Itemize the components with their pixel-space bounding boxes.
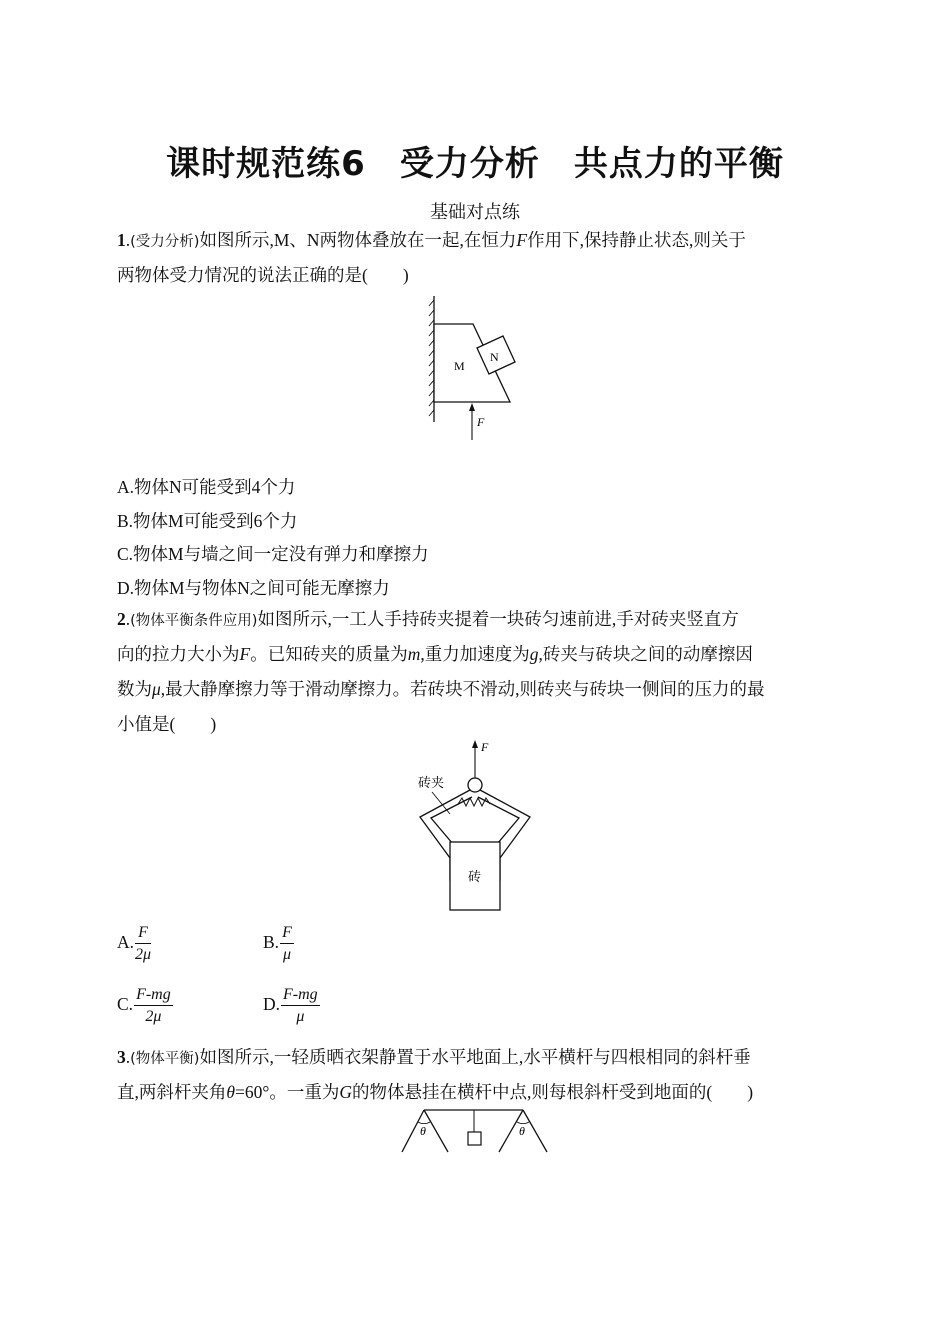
page-title <box>0 136 950 185</box>
q1-text: 如图所示,M、N两物体叠放在一起,在恒力 <box>199 230 517 250</box>
q2-option-c-fraction <box>134 986 173 1026</box>
label-m: M <box>454 359 465 373</box>
q1-var-f: F <box>516 230 528 250</box>
clamp-leader-line <box>432 792 450 814</box>
fraction-denominator: μ <box>296 1008 305 1025</box>
q2-option-c-letter: C. <box>117 994 134 1015</box>
fraction-numerator: F <box>135 924 151 944</box>
right-leg-2 <box>523 1110 547 1152</box>
clamp-pivot <box>468 778 482 792</box>
q3-line1: 3.(物体平衡)如图所示,一轻质晒衣架静置于水平地面上,水平横杆与四根相同的斜杆垂 <box>117 1047 751 1067</box>
q2-option-c <box>117 986 173 1026</box>
q2-text-3b: ,最大静摩擦力等于滑动摩擦力。若砖块不滑动,则砖夹与砖块一侧间的压力的最 <box>160 679 765 699</box>
left-leg-2 <box>424 1110 448 1152</box>
label-force-f: F <box>481 740 489 754</box>
wall-hatching <box>429 300 434 416</box>
q3-tag: (物体平衡) <box>130 1051 200 1067</box>
q2-figure <box>410 734 540 916</box>
label-clamp: 砖夹 <box>418 775 445 790</box>
q2-text-3a: 数为 <box>117 679 152 699</box>
label-brick: 砖 <box>468 869 482 884</box>
q2-line4: 小值是( ) <box>117 714 217 734</box>
fraction-denominator: 2μ <box>145 1008 162 1025</box>
q1-option-c: C.物体M与墙之间一定没有弹力和摩擦力 <box>117 544 429 564</box>
q3-var-g: G <box>339 1082 352 1102</box>
q3-text-2b: =60°。一重为 <box>234 1082 340 1102</box>
q2-var-f: F <box>239 644 251 664</box>
force-arrow-head <box>469 403 475 411</box>
title-left: 课时规范练6 <box>166 144 366 184</box>
q1-text-tail: 作用下,保持静止状态,则关于 <box>527 230 746 250</box>
q2-var-mu: μ <box>152 679 161 699</box>
q3-text-2c: 的物体悬挂在横杆中点,则每根斜杆受到地面的( ) <box>352 1082 754 1102</box>
q2-option-b-fraction <box>280 924 294 964</box>
q2-option-d <box>263 986 320 1026</box>
hanging-weight <box>468 1132 481 1145</box>
q3-text-1: 如图所示,一轻质晒衣架静置于水平地面上,水平横杆与四根相同的斜杆垂 <box>199 1047 751 1067</box>
label-theta-left: θ <box>420 1124 426 1138</box>
q2-option-a-letter: A. <box>117 932 135 953</box>
fraction-numerator: F-mg <box>281 986 320 1006</box>
q1-tag: (受力分析) <box>130 234 200 250</box>
label-n: N <box>490 350 499 364</box>
q1-number: 1 <box>117 230 126 250</box>
q2-line3 <box>117 677 765 701</box>
q2-text-2c: ,重力加速度为 <box>420 644 530 664</box>
q2-text-1: 如图所示,一工人手持砖夹提着一块砖匀速前进,手对砖夹竖直方 <box>257 609 739 629</box>
q1-option-a: A.物体N可能受到4个力 <box>117 477 296 497</box>
q3-text-2a: 直,两斜杆夹角 <box>117 1082 227 1102</box>
q1-line2: 两物体受力情况的说法正确的是( ) <box>117 265 409 285</box>
q2-text-2b: 。已知砖夹的质量为 <box>250 644 408 664</box>
q2-option-d-fraction <box>281 986 320 1026</box>
q1-figure <box>420 290 530 440</box>
fraction-denominator: 2μ <box>135 946 152 963</box>
q2-option-b <box>263 924 294 964</box>
q2-line1: 2.(物体平衡条件应用)如图所示,一工人手持砖夹提着一块砖匀速前进,手对砖夹竖直方 <box>117 609 739 629</box>
q2-var-g: g <box>529 644 539 664</box>
fraction-denominator: μ <box>282 946 291 963</box>
q2-text-2a: 向的拉力大小为 <box>117 644 240 664</box>
q1-option-b: B.物体M可能受到6个力 <box>117 511 298 531</box>
q2-option-a-fraction <box>135 924 151 964</box>
fraction-numerator: F-mg <box>134 986 173 1006</box>
label-force-f: F <box>477 415 485 429</box>
force-arrow-head <box>472 740 478 748</box>
q3-figure <box>398 1104 553 1156</box>
label-theta-right: θ <box>519 1124 525 1138</box>
q3-var-theta: θ <box>226 1082 235 1102</box>
q3-number: 3 <box>117 1047 126 1067</box>
title-right: 共点力的平衡 <box>573 144 784 184</box>
title-middle: 受力分析 <box>399 144 540 184</box>
q2-option-d-letter: D. <box>263 994 281 1015</box>
q2-option-b-letter: B. <box>263 932 280 953</box>
section-heading: 基础对点练 <box>430 202 520 223</box>
q2-option-a <box>117 924 151 964</box>
q2-line2 <box>117 642 753 666</box>
q2-tag: (物体平衡条件应用) <box>130 613 258 629</box>
q2-number: 2 <box>117 609 126 629</box>
q1-line1: 1.(受力分析)如图所示,M、N两物体叠放在一起,在恒力F作用下,保持静止状态,则关于 <box>117 230 746 250</box>
q2-text-2d: ,砖夹与砖块之间的动摩擦因 <box>538 644 753 664</box>
q2-var-m: m <box>407 644 421 664</box>
q3-line2 <box>117 1080 753 1104</box>
fraction-numerator: F <box>280 924 294 944</box>
q1-option-d: D.物体M与物体N之间可能无摩擦力 <box>117 578 390 598</box>
